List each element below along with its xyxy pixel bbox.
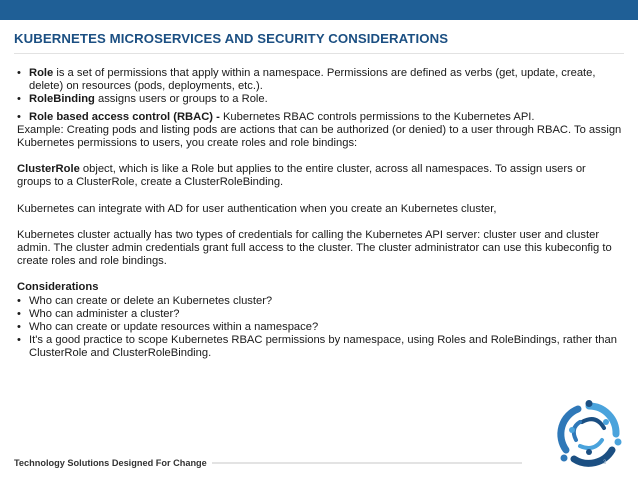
clusterrole-definition: object, which is like a Role but applies to the entire cluster, across all namespaces. To assign users or groups to a ClusterRole, create a ClusterRoleBinding. <box>17 163 586 189</box>
rbac-bullet-list <box>17 111 622 124</box>
list-item-rbac <box>17 111 622 124</box>
page-number: 3 <box>603 460 607 466</box>
rolebinding-definition: assigns users or groups to a Role. <box>94 93 268 106</box>
list-item: • Who can create or delete an Kubernetes cluster? <box>17 295 622 308</box>
term-rbac: Role based access control (RBAC) - <box>29 110 223 123</box>
considerations-list <box>17 295 622 361</box>
slide-body <box>17 67 622 361</box>
clusterrole-paragraph <box>17 163 622 189</box>
term-rolebinding: RoleBinding <box>29 93 95 106</box>
list-item-rolebinding <box>17 93 622 106</box>
ad-paragraph: Kubernetes can integrate with AD for user authentication when you create an Kubernetes cluster, <box>17 202 497 215</box>
term-role: Role <box>29 67 54 79</box>
example-paragraph: Example: Creating pods and listing pods are actions that can be authorized (or denied) to a user through RBAC. To assign Kubernetes permissions to users, you create roles and role bindings: <box>17 123 622 150</box>
footer-divider <box>212 462 522 464</box>
list-item: • Who can administer a cluster? <box>17 308 622 321</box>
people-circle-logo-icon <box>556 400 622 468</box>
title-divider <box>14 53 624 54</box>
slide-title: KUBERNETES MICROSERVICES AND SECURITY CONSIDERATIONS <box>14 31 449 46</box>
list-item: • Who can create or update resources within a namespace? <box>17 321 622 334</box>
role-bullet-list <box>17 67 622 107</box>
footer-tagline: Technology Solutions Designed For Change <box>14 458 207 468</box>
credentials-paragraph: Kubernetes cluster actually has two types of credentials for calling the Kubernetes API server: cluster user and cluster admin. The cluster admin credentials grant full access to the cluster. The cluster administrator can use this kubeconfig to create roles and role bindings. <box>17 228 612 268</box>
list-item-role <box>17 67 622 93</box>
list-item: • It's a good practice to scope Kubernetes RBAC permissions by namespace, using Roles and RoleBindings, rather than ClusterRole and ClusterRoleBinding. <box>17 334 622 360</box>
role-definition: is a set of permissions that apply within a namespace. Permissions are defined as verbs (get, update, create, delete) on resources (pods, deployments, etc.). <box>29 67 596 93</box>
considerations-heading: Considerations <box>17 281 99 294</box>
term-clusterrole: ClusterRole <box>17 163 80 176</box>
top-bar <box>0 0 638 20</box>
rbac-definition: Kubernetes RBAC controls permissions to the Kubernetes API. <box>222 110 535 123</box>
